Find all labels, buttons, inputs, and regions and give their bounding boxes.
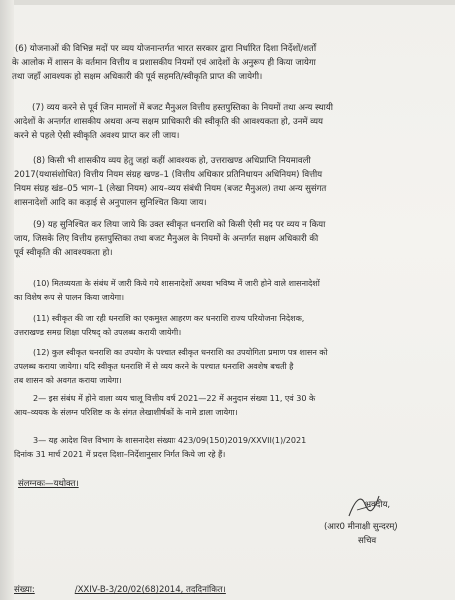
paragraph-8-line-1: (8) किसी भी शासकीय व्यय हेतु जहां कहीं आवश्यक हो, उत्तराखण्ड अधिप्राप्ति नियमावली <box>33 156 311 166</box>
paragraph-3-line-1: 3— यह आदेश वित्त विभाग के शासनादेश संख्याः 423/09(150)2019/XXVII(1)/2021 <box>33 435 307 445</box>
signature-closing: भवदीय, <box>365 500 391 510</box>
page-fold-shadow <box>0 0 14 600</box>
paragraph-7-line-2: आदेशों के अन्तर्गत शासकीय अथवा अन्य सक्षम प्राधिकारी की स्वीकृति की आवश्यकता हो, उनमें व्यय <box>14 117 323 127</box>
paragraph-7-line-3: करने से पहले ऐसी स्वीकृति अवश्य प्राप्त कर ली जाय। <box>14 131 180 141</box>
signatory-designation: सचिव <box>358 536 377 546</box>
paragraph-6-line-2: के आलोक में शासन के वर्तमान वित्तीय व प्रशासकीय नियमों एवं आदेशों के अनुरूप ही किया जायेगा <box>12 58 316 68</box>
paragraph-12-line-2: उपलब्ध कराया जायेगा। यदि स्वीकृत धनराशि में से व्यय करने के पश्चात धनराशि अवशेष बचती है <box>14 361 294 371</box>
footer-reference-label: संख्या: <box>14 585 35 595</box>
paragraph-6-line-1: (6) योजनाओं की विभिन्न मदों पर व्यय योजनान्तर्गत भारत सरकार द्वारा निर्धारित दिशा निर्देशों/शर्तों <box>15 44 316 54</box>
paragraph-12-line-1: (12) कुल स्वीकृत धनराशि का उपयोग के पश्चात स्वीकृत धनराशि का उपयोगिता प्रमाण पत्र शासन को <box>33 347 328 357</box>
paragraph-3-line-2: दिनांक 31 मार्च 2021 में प्रदत्त दिशा–निर्देशानुसार निर्गत किये जा रहे हैं। <box>14 449 226 459</box>
paragraph-10-line-1: (10) मितव्ययता के संबंध में जारी किये गये शासनादेशों अथवा भविष्य में जारी होने वाले शासनादेशों <box>33 278 320 288</box>
paragraph-7-line-1: (7) व्यय करने से पूर्व जिन मामलों में बजट मैनुअल वित्तीय हस्तपुस्तिका के नियमों तथा अन्य स्थायी <box>32 103 333 113</box>
page-top-edge <box>0 0 455 5</box>
footer-reference <box>14 585 226 596</box>
paragraph-2-line-1: 2— इस संबंध में होने वाला व्यय चालू वित्तीय वर्ष 2021—22 में अनुदान संख्या 11, एवं 30 के <box>33 393 316 403</box>
paragraph-10-line-2: का विशेष रूप से पालन किया जायेगा। <box>14 292 125 302</box>
paragraph-6-line-3: तथा जहाँ आवश्यक हो सक्षम अधिकारी की पूर्व सहमति/स्वीकृति प्राप्त की जायेगी। <box>12 72 263 82</box>
paragraph-2-line-2: आय–व्ययक के संलग्न परिशिष्ट क के संगत लेखाशीर्षकों के नामे डाला जायेगा। <box>14 407 238 417</box>
footer-reference-text: /XXIV-B-3/20/02(68)2014, तददिनांकित। <box>74 585 226 595</box>
enclosure-note: संलग्नकः—यथोक्त। <box>18 479 79 489</box>
paragraph-11-line-1: (11) स्वीकृत की जा रही धनराशि का एकमुश्त आहरण कर धनराशि राज्य परियोजना निदेशक, <box>33 313 305 323</box>
signatory-name: (आर0 मीनाक्षी सुन्दरम्) <box>324 522 398 532</box>
paragraph-8-line-2: 2017(यथासंशोधित) वित्तीय नियम संग्रह खण्ड–1 (वित्तीय अधिकार प्रतिनिधायन अधिनियम) वित्तीय <box>14 170 323 180</box>
paragraph-11-line-2: उत्तराखण्ड समग्र शिक्षा परिषद् को उपलब्ध करायी जायेगी। <box>14 327 182 337</box>
paragraph-9-line-1: (9) यह सुनिश्चित कर लिया जाये कि उक्त स्वीकृत धनराशि को किसी ऐसी मद पर व्यय न किया <box>33 220 326 230</box>
paragraph-9-line-2: जाय, जिसके लिए वित्तीय हस्तपुस्तिका तथा बजट मैनुअल के नियमों के अन्तर्गत सक्षम अधिकारी की <box>14 234 319 244</box>
paragraph-12-line-3: तब शासन को अवगत कराया जायेगा। <box>14 375 122 385</box>
paragraph-8-line-4: शासनादेशों आदि का कड़ाई से अनुपालन सुनिश्चित किया जाय। <box>14 198 207 208</box>
paragraph-8-line-3: नियम संग्रह खंड–05 भाग–1 (लेखा नियम) आय–व्यय संबंधी नियम (बजट मैनुअल) तथा अन्य सुसंगत <box>14 184 327 194</box>
paragraph-9-line-3: पूर्व स्वीकृति की आवश्यकता हो। <box>14 248 113 258</box>
